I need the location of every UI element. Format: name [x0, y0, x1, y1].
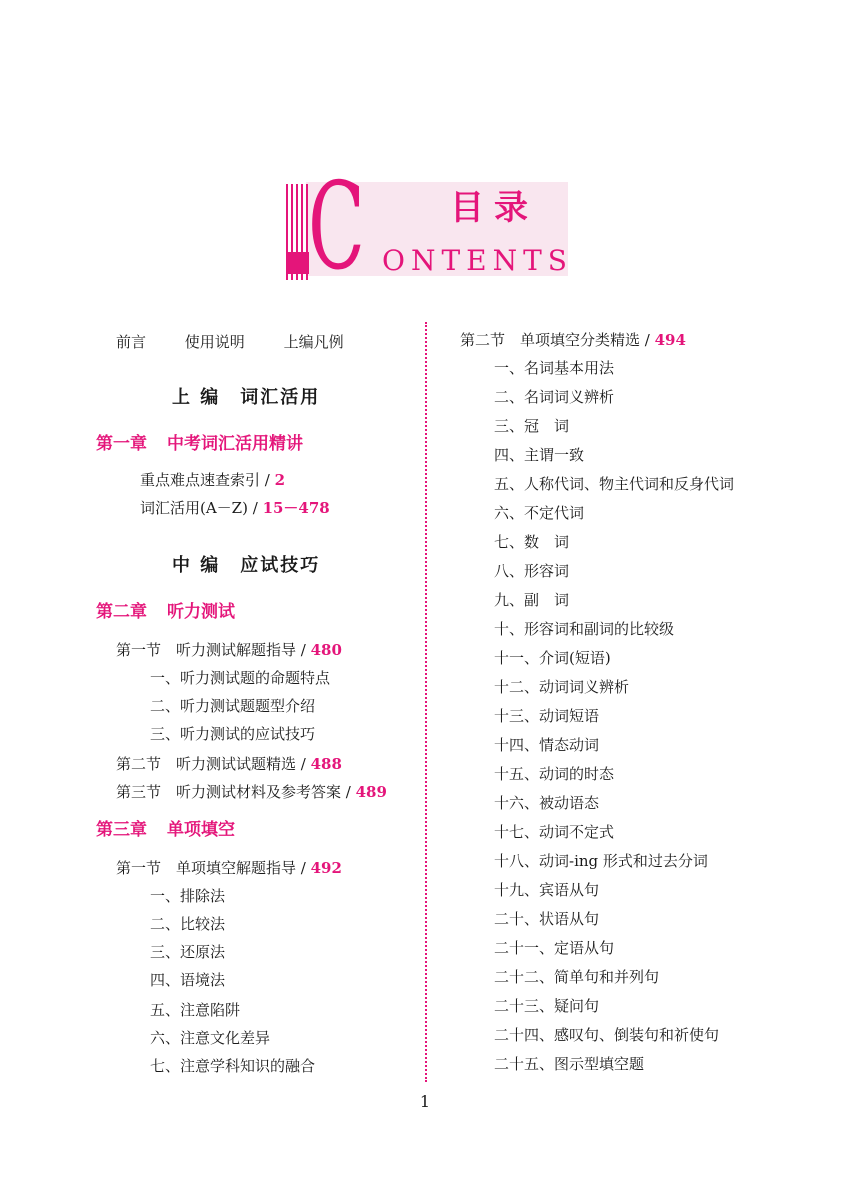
toc-entry[interactable]: [140, 470, 285, 490]
toc-item[interactable]: 二、听力测试题题型介绍: [150, 697, 316, 715]
toc-item[interactable]: 十九、宾语从句: [494, 881, 600, 899]
title-square-dot: [287, 252, 309, 274]
toc-item[interactable]: 六、不定代词: [494, 504, 585, 522]
toc-item[interactable]: 十四、情态动词: [494, 736, 600, 754]
toc-item[interactable]: 八、形容词: [494, 562, 570, 580]
toc-item[interactable]: 一、排除法: [150, 887, 226, 905]
page-number: 1: [419, 1092, 431, 1111]
toc-item[interactable]: 十二、动词词义辨析: [494, 678, 630, 696]
toc-item[interactable]: 二十二、简单句和并列句: [494, 968, 660, 986]
chapter-number: 第三章: [96, 820, 147, 840]
toc-entry-text: 词汇活用(A－Z) /: [140, 499, 263, 517]
toc-link-instructions[interactable]: 使用说明: [184, 333, 245, 351]
chapter-heading-3[interactable]: [96, 820, 255, 840]
title-english: ONTENTS: [382, 244, 573, 277]
toc-entry-text: 第二节 单项填空分类精选 /: [460, 331, 655, 349]
toc-item[interactable]: 十一、介词(短语): [494, 649, 611, 667]
part-heading-upper: 上 编 词汇活用: [172, 387, 321, 408]
toc-page-number: 2: [274, 471, 286, 489]
toc-page-number: 494: [654, 331, 686, 349]
toc-item[interactable]: 二、比较法: [150, 915, 226, 933]
toc-page-number: 488: [310, 755, 342, 773]
toc-item[interactable]: 一、名词基本用法: [494, 359, 615, 377]
toc-item[interactable]: 三、听力测试的应试技巧: [150, 725, 316, 743]
toc-item[interactable]: 五、人称代词、物主代词和反身代词: [494, 475, 735, 493]
toc-item[interactable]: 三、还原法: [150, 943, 226, 961]
toc-item[interactable]: 十五、动词的时态: [494, 765, 615, 783]
toc-page-number: 480: [310, 641, 342, 659]
toc-entry-text: 重点难点速查索引 /: [140, 471, 275, 489]
toc-section[interactable]: [460, 330, 686, 350]
toc-item[interactable]: 十、形容词和副词的比较级: [494, 620, 675, 638]
toc-section[interactable]: [116, 782, 387, 802]
toc-item[interactable]: 九、副 词: [494, 591, 570, 609]
toc-item[interactable]: 四、主谓一致: [494, 446, 585, 464]
front-matter-links: [116, 332, 378, 352]
toc-item[interactable]: 六、注意文化差异: [150, 1029, 271, 1047]
chapter-heading-2[interactable]: [96, 602, 255, 622]
part-heading-middle: 中 编 应试技巧: [172, 555, 321, 576]
toc-page-number: 489: [355, 783, 387, 801]
chapter-title: 听力测试: [167, 602, 235, 622]
toc-section[interactable]: [116, 640, 342, 660]
toc-page-number: 15－478: [262, 499, 330, 517]
toc-item[interactable]: 十六、被动语态: [494, 794, 600, 812]
toc-item[interactable]: 三、冠 词: [494, 417, 570, 435]
toc-link-preface[interactable]: 前言: [116, 333, 147, 351]
toc-entry-text: 第三节 听力测试材料及参考答案 /: [116, 783, 356, 801]
chapter-number: 第一章: [96, 434, 147, 454]
toc-item[interactable]: 二十一、定语从句: [494, 939, 615, 957]
toc-item[interactable]: 七、注意学科知识的融合: [150, 1057, 316, 1075]
toc-item[interactable]: 十八、动词-ing 形式和过去分词: [494, 852, 708, 870]
toc-entry[interactable]: [140, 498, 330, 518]
toc-link-part-notes[interactable]: 上编凡例: [283, 333, 344, 351]
toc-item[interactable]: 二十三、疑问句: [494, 997, 600, 1015]
chapter-title: 中考词汇活用精讲: [167, 434, 303, 454]
toc-section[interactable]: [116, 858, 342, 878]
chapter-number: 第二章: [96, 602, 147, 622]
toc-item[interactable]: 十七、动词不定式: [494, 823, 615, 841]
toc-item[interactable]: 二十五、图示型填空题: [494, 1055, 645, 1073]
chapter-heading-1[interactable]: [96, 434, 323, 454]
toc-item[interactable]: 十三、动词短语: [494, 707, 600, 725]
toc-page-number: 492: [310, 859, 342, 877]
toc-entry-text: 第一节 单项填空解题指导 /: [116, 859, 311, 877]
toc-entry-text: 第二节 听力测试试题精选 /: [116, 755, 311, 773]
toc-item[interactable]: 二十、状语从句: [494, 910, 600, 928]
chapter-title: 单项填空: [167, 820, 235, 840]
toc-item[interactable]: 二十四、感叹句、倒装句和祈使句: [494, 1026, 720, 1044]
title-initial-letter: C: [308, 158, 365, 297]
toc-item[interactable]: 四、语境法: [150, 971, 226, 989]
toc-item[interactable]: 七、数 词: [494, 533, 570, 551]
toc-item[interactable]: 二、名词词义辨析: [494, 388, 615, 406]
toc-item[interactable]: 一、听力测试题的命题特点: [150, 669, 331, 687]
toc-item[interactable]: 五、注意陷阱: [150, 1001, 241, 1019]
column-divider: [425, 322, 427, 1082]
toc-section[interactable]: [116, 754, 342, 774]
contents-title-block: [282, 158, 573, 297]
title-chinese: 目录: [450, 188, 538, 228]
toc-entry-text: 第一节 听力测试解题指导 /: [116, 641, 311, 659]
